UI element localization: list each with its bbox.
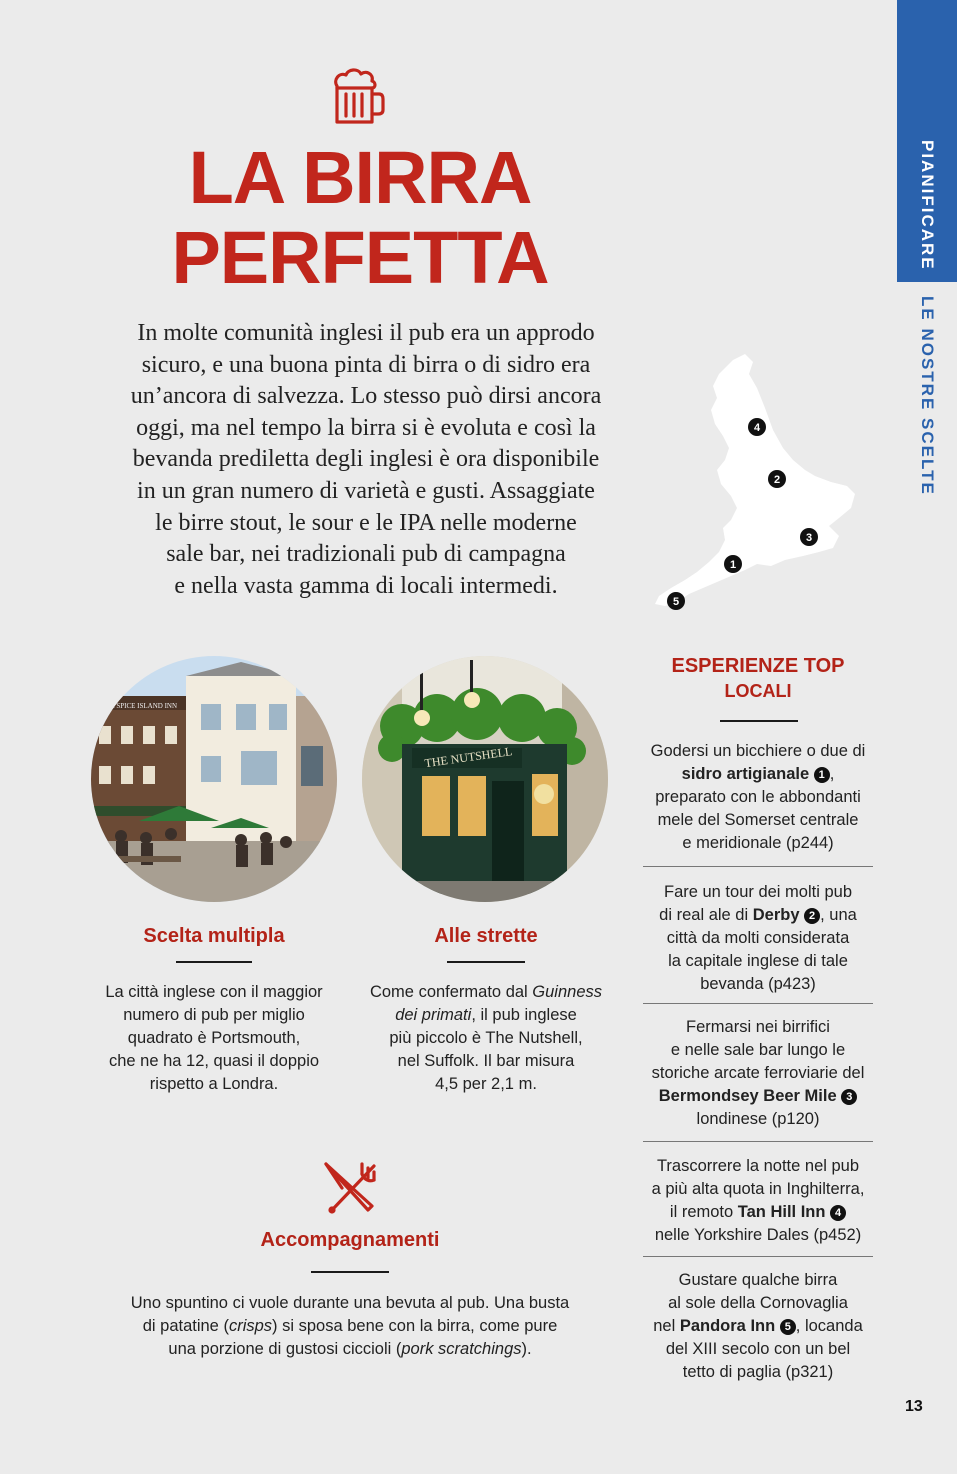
text-line bbox=[356, 981, 616, 1004]
intro-line: un’ancora di salvezza. Lo stesso può dirsi ancora bbox=[130, 383, 602, 410]
text-run: di real ale di bbox=[659, 906, 753, 924]
text-line: a più alta quota in Inghilterra, bbox=[651, 1180, 865, 1198]
text-line: nel Suffolk. Il bar misura bbox=[397, 1052, 575, 1070]
divider bbox=[311, 1271, 389, 1273]
text-line: Fare un tour dei molti pub bbox=[663, 883, 853, 901]
text-run-italic: dei primati bbox=[395, 1006, 472, 1024]
svg-text:5: 5 bbox=[672, 596, 680, 608]
intro-line: oggi, ma nel tempo la birra si è evoluta e così la bbox=[136, 414, 596, 441]
item-separator bbox=[643, 1256, 873, 1257]
text-line: quadrato è Portsmouth, bbox=[127, 1029, 301, 1047]
text-line: e nelle sale bar lungo le bbox=[670, 1041, 846, 1059]
section-label: PIANIFICARE bbox=[918, 140, 937, 271]
svg-text:1: 1 bbox=[729, 559, 737, 571]
text-run: ) si sposa bene con la birra, come pure bbox=[272, 1317, 558, 1335]
intro-line: sale bar, nei tradizionali pub di campagna bbox=[166, 541, 566, 568]
text-run-italic: pork scratchings bbox=[401, 1340, 522, 1358]
intro-line: le birre stout, le sour e le IPA nelle moderne bbox=[155, 509, 577, 536]
experience-item-3 bbox=[643, 1016, 873, 1131]
svg-text:2: 2 bbox=[773, 474, 781, 486]
svg-text:3: 3 bbox=[805, 532, 813, 544]
intro-line: bevanda prediletta degli inglesi è ora disponibile bbox=[132, 446, 600, 473]
england-map bbox=[633, 352, 863, 614]
svg-text:4: 4 bbox=[753, 422, 761, 434]
england-shape bbox=[655, 354, 855, 606]
pub-sign-text: THE SPICE ISLAND INN bbox=[101, 702, 178, 710]
text-run: il remoto bbox=[669, 1203, 738, 1221]
text-line bbox=[643, 904, 873, 927]
experience-item-4 bbox=[643, 1155, 873, 1247]
place-name: sidro artigianale bbox=[681, 765, 810, 783]
text-run: Come confermato dal bbox=[369, 983, 533, 1001]
beer-mug-icon bbox=[329, 66, 385, 130]
column-title-alle-strette: Alle strette bbox=[434, 925, 538, 947]
text-run: nel bbox=[653, 1317, 680, 1335]
text-line: bevanda (p423) bbox=[700, 975, 816, 993]
text-line bbox=[643, 1085, 873, 1108]
text-run: , il pub inglese bbox=[471, 1006, 577, 1024]
text-run: , una bbox=[820, 906, 857, 924]
text-line: del XIII secolo con un bel bbox=[665, 1340, 851, 1358]
text-line bbox=[60, 1338, 640, 1361]
map-marker-3 bbox=[800, 528, 818, 546]
text-line: preparato con le abbondanti bbox=[655, 788, 861, 806]
text-line: numero di pub per miglio bbox=[123, 1006, 305, 1024]
column-text-scelta-multipla bbox=[84, 981, 344, 1096]
text-run: , locanda bbox=[795, 1317, 863, 1335]
text-line: e meridionale (p244) bbox=[682, 834, 834, 852]
text-line: Uno spuntino ci vuole durante una bevuta al pub. Una busta bbox=[130, 1294, 570, 1312]
text-line: la capitale inglese di tale bbox=[668, 952, 848, 970]
photo-spice-island-inn bbox=[91, 656, 337, 902]
map-marker-1 bbox=[724, 555, 742, 573]
text-line: Godersi un bicchiere o due di bbox=[650, 742, 866, 760]
marker-number-badge: 4 bbox=[830, 1205, 846, 1221]
text-line: città da molti considerata bbox=[666, 929, 850, 947]
divider bbox=[720, 720, 798, 722]
map-marker-5 bbox=[667, 592, 685, 610]
divider bbox=[447, 961, 525, 963]
item-separator bbox=[643, 866, 873, 867]
text-line bbox=[643, 763, 873, 786]
place-name: Derby bbox=[752, 906, 800, 924]
item-separator bbox=[643, 1141, 873, 1142]
marker-number-badge: 1 bbox=[814, 767, 830, 783]
map-marker-4 bbox=[748, 418, 766, 436]
text-line bbox=[643, 1315, 873, 1338]
section-title-accompagnamenti: Accompagnamenti bbox=[260, 1229, 440, 1251]
title-line-2: PERFETTA bbox=[171, 216, 549, 299]
place-name: Tan Hill Inn bbox=[737, 1203, 826, 1221]
text-line: Fermarsi nei birrifici bbox=[686, 1018, 830, 1036]
text-line: storiche arcate ferroviarie del bbox=[651, 1064, 865, 1082]
text-run-italic: crisps bbox=[228, 1317, 273, 1335]
intro-line: sicuro, e una buona pinta di birra o di sidro era bbox=[141, 351, 591, 378]
text-run: di patatine ( bbox=[142, 1317, 229, 1335]
fork-knife-icon bbox=[322, 1160, 378, 1216]
intro-line: e nella vasta gamma di locali intermedi. bbox=[174, 572, 558, 599]
item-separator bbox=[643, 1003, 873, 1004]
map-marker-2 bbox=[768, 470, 786, 488]
column-text-alle-strette bbox=[356, 981, 616, 1096]
text-run: , bbox=[829, 765, 835, 783]
text-run: una porzione di gustosi ciccioli ( bbox=[168, 1340, 402, 1358]
text-line bbox=[356, 1004, 616, 1027]
intro-line: in un gran numero di varietà e gusti. Assaggiate bbox=[137, 477, 595, 504]
text-line bbox=[643, 1201, 873, 1224]
place-name: Pandora Inn bbox=[679, 1317, 776, 1335]
text-line: 4,5 per 2,1 m. bbox=[435, 1075, 537, 1093]
text-line: Trascorrere la notte nel pub bbox=[656, 1157, 860, 1175]
marker-number-badge: 3 bbox=[841, 1089, 857, 1105]
experience-item-5 bbox=[643, 1269, 873, 1384]
text-line: che ne ha 12, quasi il doppio bbox=[108, 1052, 320, 1070]
text-accompagnamenti bbox=[60, 1292, 640, 1361]
text-run-italic: Guinness bbox=[532, 983, 603, 1001]
experience-item-2 bbox=[643, 881, 873, 996]
text-line: tetto di paglia (p321) bbox=[682, 1363, 834, 1381]
place-name: Bermondsey Beer Mile bbox=[658, 1087, 837, 1105]
intro-paragraph bbox=[88, 318, 644, 602]
page-number: 13 bbox=[905, 1398, 923, 1415]
top-experiences-heading bbox=[658, 655, 858, 702]
heading-line-2: LOCALI bbox=[724, 681, 792, 701]
photo-the-nutshell bbox=[362, 656, 608, 902]
intro-line: In molte comunità inglesi il pub era un approdo bbox=[137, 320, 595, 346]
text-line: mele del Somerset centrale bbox=[657, 811, 859, 829]
marker-number-badge: 5 bbox=[780, 1319, 796, 1335]
experience-item-1 bbox=[643, 740, 873, 855]
text-line: La città inglese con il maggior bbox=[105, 983, 323, 1001]
divider bbox=[176, 961, 252, 963]
text-line: rispetto a Londra. bbox=[149, 1075, 279, 1093]
text-line: più piccolo è The Nutshell, bbox=[389, 1029, 583, 1047]
heading-line-1: ESPERIENZE TOP bbox=[671, 655, 845, 677]
column-title-scelta-multipla: Scelta multipla bbox=[143, 925, 285, 947]
page-title bbox=[100, 138, 620, 298]
subsection-label: LE NOSTRE SCELTE bbox=[918, 296, 937, 496]
text-line: londinese (p120) bbox=[696, 1110, 820, 1128]
marker-number-badge: 2 bbox=[804, 908, 820, 924]
text-run: ). bbox=[521, 1340, 532, 1358]
nutshell-sign-text: THE NUTSHELL bbox=[423, 744, 514, 771]
text-line bbox=[60, 1315, 640, 1338]
text-line: al sole della Cornovaglia bbox=[668, 1294, 848, 1312]
title-line-1: LA BIRRA bbox=[188, 136, 532, 219]
text-line: Gustare qualche birra bbox=[678, 1271, 838, 1289]
text-line: nelle Yorkshire Dales (p452) bbox=[654, 1226, 862, 1244]
